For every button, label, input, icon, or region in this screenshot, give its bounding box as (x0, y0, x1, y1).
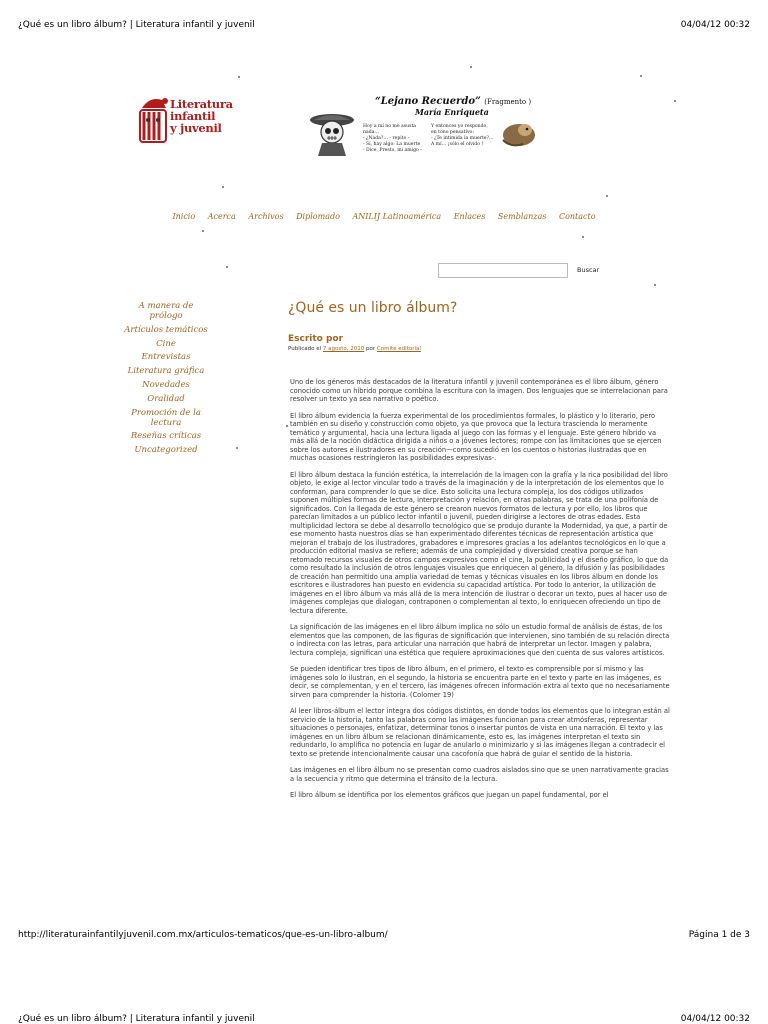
banner-title-text: “Lejano Recuerdo” (375, 96, 481, 107)
logo-line: infantil (170, 109, 216, 123)
decorative-dot (238, 76, 240, 78)
print-header-date: 04/04/12 00:32 (680, 20, 750, 30)
site-logo[interactable] (136, 88, 233, 152)
nav-semblanzas[interactable]: Semblanzas (497, 212, 547, 221)
logo-line: Literatura (170, 97, 233, 111)
decorative-dot (236, 447, 238, 449)
nav-anilij[interactable]: ANILIJ Latinoamérica (352, 212, 442, 221)
logo-line: y juvenil (170, 121, 222, 135)
print-header-title: ¿Qué es un libro álbum? | Literatura infantil y juvenil (18, 1014, 255, 1024)
article-paragraph: La significación de las imágenes en el libro álbum implica no sólo un estudio formal de análisis de éstas, de los elementos que las componen, de las figuras de significación que intervienen, sino también de su relación directa o indirecta con las letras, para articular una narración que habrá de interpretar un lector. Imagen y palabra, lectura compleja, significan una estética que requiere aproximaciones que den cuenta de sus valores artísticos. (290, 623, 670, 657)
bird-illustration (499, 118, 539, 150)
nav-contacto[interactable]: Contacto (558, 212, 596, 221)
nav-inicio[interactable]: Inicio (172, 212, 196, 221)
banner-subtitle: (Fragmento ) (484, 98, 532, 106)
author-link[interactable]: Comité editorial (376, 346, 421, 352)
banner-title (375, 96, 531, 107)
book-mascot-icon (136, 94, 174, 146)
article-paragraph: Al leer libros-álbum el lector integra dos códigos distintos, en donde todos los elementos que lo integran están al servicio de la historia, tanto las palabras como las imágenes funcionan para crear atmósferas, representar situaciones o personajes, enfatizar, determinar tonos o insertar puntos de vista en una narración. El texto y las imágenes en un libro álbum se relacionan dinámicamente, esto es, las imágenes interpretan el texto sin redundarlo, lo amplifica no potencia en lugar de anularlo o minimizarlo y si las imágenes llegan a contradecir el texto se pretende intencionalmente causar una cacofonía que habrá de guiar el sentido de la historia. (290, 707, 670, 758)
sidebar-item-resenas-criticas[interactable]: Reseñas críticas (130, 431, 202, 442)
article-meta (288, 346, 421, 352)
nav-archivos[interactable]: Archivos (248, 212, 284, 221)
verse-line: Hoy a mí no me asusta (363, 124, 417, 129)
site-logo-text (170, 98, 233, 134)
meta-mid: por (366, 346, 376, 352)
banner-author: María Enriqueta (415, 107, 489, 117)
verse-line: - Dice, Presto, mi amigo - (363, 148, 422, 153)
publish-date-link[interactable]: 7 agosto, 2010 (322, 346, 365, 352)
sidebar-item-label: Promoción de la (131, 407, 201, 418)
print-footer-page: Página 1 de 3 (688, 930, 750, 940)
search-button[interactable]: Buscar (577, 266, 600, 274)
sidebar-item-uncategorized[interactable]: Uncategorized (134, 445, 198, 456)
article-paragraph: El libro álbum evidencia la fuerza experimental de los procedimientos formales, lo plástico y lo literario, pero también en su diseño y construcción como objeto, ya que provoca que la lectura trascienda lo meramente temático y argumental, hacia una lectura ligada al juego con las formas y el lenguaje. Este género híbrido va más allá de la noción didáctica dirigida a niños o a jóvenes lectores; rompe con las limitaciones que se ejercen sobre los autores e ilustradores en su creación—como sucedió en los cuentos o historias ilustradas que en muchas ocasiones restringieron las posibilidades expresivas-. (290, 411, 662, 462)
sidebar-item-label: lectura (150, 417, 182, 428)
sidebar-item-cine[interactable]: Cine (156, 338, 176, 349)
verse-line: en tono pensativo: (431, 130, 474, 135)
sidebar-item-prologo[interactable] (118, 301, 214, 321)
sidebar-item-promocion-lectura[interactable] (118, 408, 214, 428)
article-title[interactable]: ¿Qué es un libro álbum? (288, 300, 458, 316)
meta-prefix: Publicado el (288, 346, 322, 352)
article-paragraph: Las imágenes en el libro álbum no se presentan como cuadros aislados sino que se unen narrativamente gracias a la secuencia y ritmo que determina el tránsito de la lectura. (290, 766, 669, 783)
banner-verse-left (363, 124, 429, 154)
sidebar-item-literatura-grafica[interactable]: Literatura gráfica (127, 366, 205, 377)
article-body (290, 378, 670, 808)
decorative-dot (222, 186, 224, 188)
article-paragraph: Se pueden identificar tres tipos de libro álbum, en el primero, el texto es comprensible por sí mismo y las imágenes solo lo ilustran, en el segundo, la historia se encuentra parte en el texto y parte en las imágenes, es decir, se complementan, y en el tercero, las imágenes ofrecen información extra al texto que no necesariamente sirven para comprender la historia. (Colomer 19) (290, 665, 670, 699)
poem-banner (305, 96, 537, 166)
verse-line: Y entonces yo respondo, (431, 124, 488, 129)
search-input[interactable] (438, 263, 568, 278)
sidebar-item-novedades[interactable]: Novedades (142, 379, 190, 390)
nav-enlaces[interactable]: Enlaces (453, 212, 486, 221)
article-paragraph: Uno de los géneros más destacados de la literatura infantil y juvenil contemporánea es el libro álbum, género conocido como un híbrido porque combina la escritura con la imagen. Dos lenguajes que se interrelacionan para resolver un texto ya sea narrativo o poético. (290, 378, 668, 403)
nav-diplomado[interactable]: Diplomado (296, 212, 340, 221)
category-sidebar (118, 301, 214, 459)
decorative-dot (470, 66, 472, 68)
verse-line: - ¿Te intimida la muerte?… (431, 136, 494, 141)
nav-acerca[interactable]: Acerca (207, 212, 236, 221)
main-nav (0, 212, 768, 221)
banner-verse-right (431, 124, 499, 148)
print-footer-url: http://literaturainfantilyjuvenil.com.mx/articulos-tematicos/que-es-un-libro-album/ (18, 930, 388, 940)
sidebar-item-label: prólogo (149, 311, 183, 321)
article-paragraph: El libro álbum destaca la función estética, la interrelación de la imagen con la grafía y la rica posibilidad del libro objeto, le exige al lector vincular todo a través de la imaginación y de la interpretación de los elementos que lo conforman, para comprender lo que se dice. Esto solicita una lectura compleja, los dos códigos utilizados suponen múltiples formas de lectura, interpretación y relación, en otras palabras, se trata de una polifonía de significados. Con la llegada de este género se crearon nuevos formatos de lectura y por ello, los libros que parecían limitados a un público lector infantil o juvenil, pueden dirigirse a lectores de otras edades. Esta multiplicidad lectora se debe al desarrollo tecnológico que se produjo durante la Modernidad, ya que, a partir de ese momento hasta nuestros días se han experimentado diferentes técnicas de representación artística que mejoran el trabajo de los ilustradores, grabadores e impresores gracias a los adelantos tecnológicos en lo que a producción editorial masiva se refiere; además de una complejidad y diversidad creativa porque se han retomado recursos visuales de otros campos expresivos como el cine, la publicidad y el diseño gráfico, lo que da como resultado la inclusión de otros lenguajes visuales que enriquecen al género, la difusión y las posibilidades de creación han permitido una amplia variedad de temas y técnicas visuales en los libros álbum en donde los escritores e ilustradores han puesto en evidencia su capacidad artística. Por todo lo anterior, la utilización de imágenes en el libro álbum va más allá de la mera intención de ilustrar o decorar un texto, pues al hacer uso de imágenes complejas que dialogan, contraponen o complementan al texto, lo enriquecen ofreciendo un tipo de lectura diferente. (290, 470, 669, 615)
decorative-dot (286, 425, 288, 427)
verse-line: - ¿Nada?… - repito - (363, 136, 410, 141)
print-header-date: 04/04/12 00:32 (680, 1014, 750, 1024)
decorative-dot (606, 195, 608, 197)
sidebar-item-articulos-tematicos[interactable]: Artículos temáticos (124, 324, 208, 335)
decorative-dot (582, 236, 584, 238)
sidebar-item-entrevistas[interactable]: Entrevistas (141, 352, 191, 363)
verse-line: nada… (363, 130, 379, 135)
article-paragraph: El libro álbum se identifica por los elementos gráficos que juegan un papel fundamental, por el (290, 791, 609, 799)
sidebar-item-label: A manera de (138, 301, 194, 311)
decorative-dot (654, 284, 656, 286)
decorative-dot (226, 266, 228, 268)
catrina-skull-illustration (308, 112, 360, 156)
print-header-title: ¿Qué es un libro álbum? | Literatura infantil y juvenil (18, 20, 255, 30)
decorative-dot (640, 75, 642, 77)
article-byline: Escrito por (288, 334, 344, 344)
verse-line: A mí… ¡sólo el olvido ! (431, 142, 484, 147)
sidebar-item-oralidad[interactable]: Oralidad (147, 393, 185, 404)
verse-line: - Sí, hay algo: La muerte (363, 142, 421, 147)
decorative-dot (202, 230, 204, 232)
decorative-dot (674, 100, 676, 102)
